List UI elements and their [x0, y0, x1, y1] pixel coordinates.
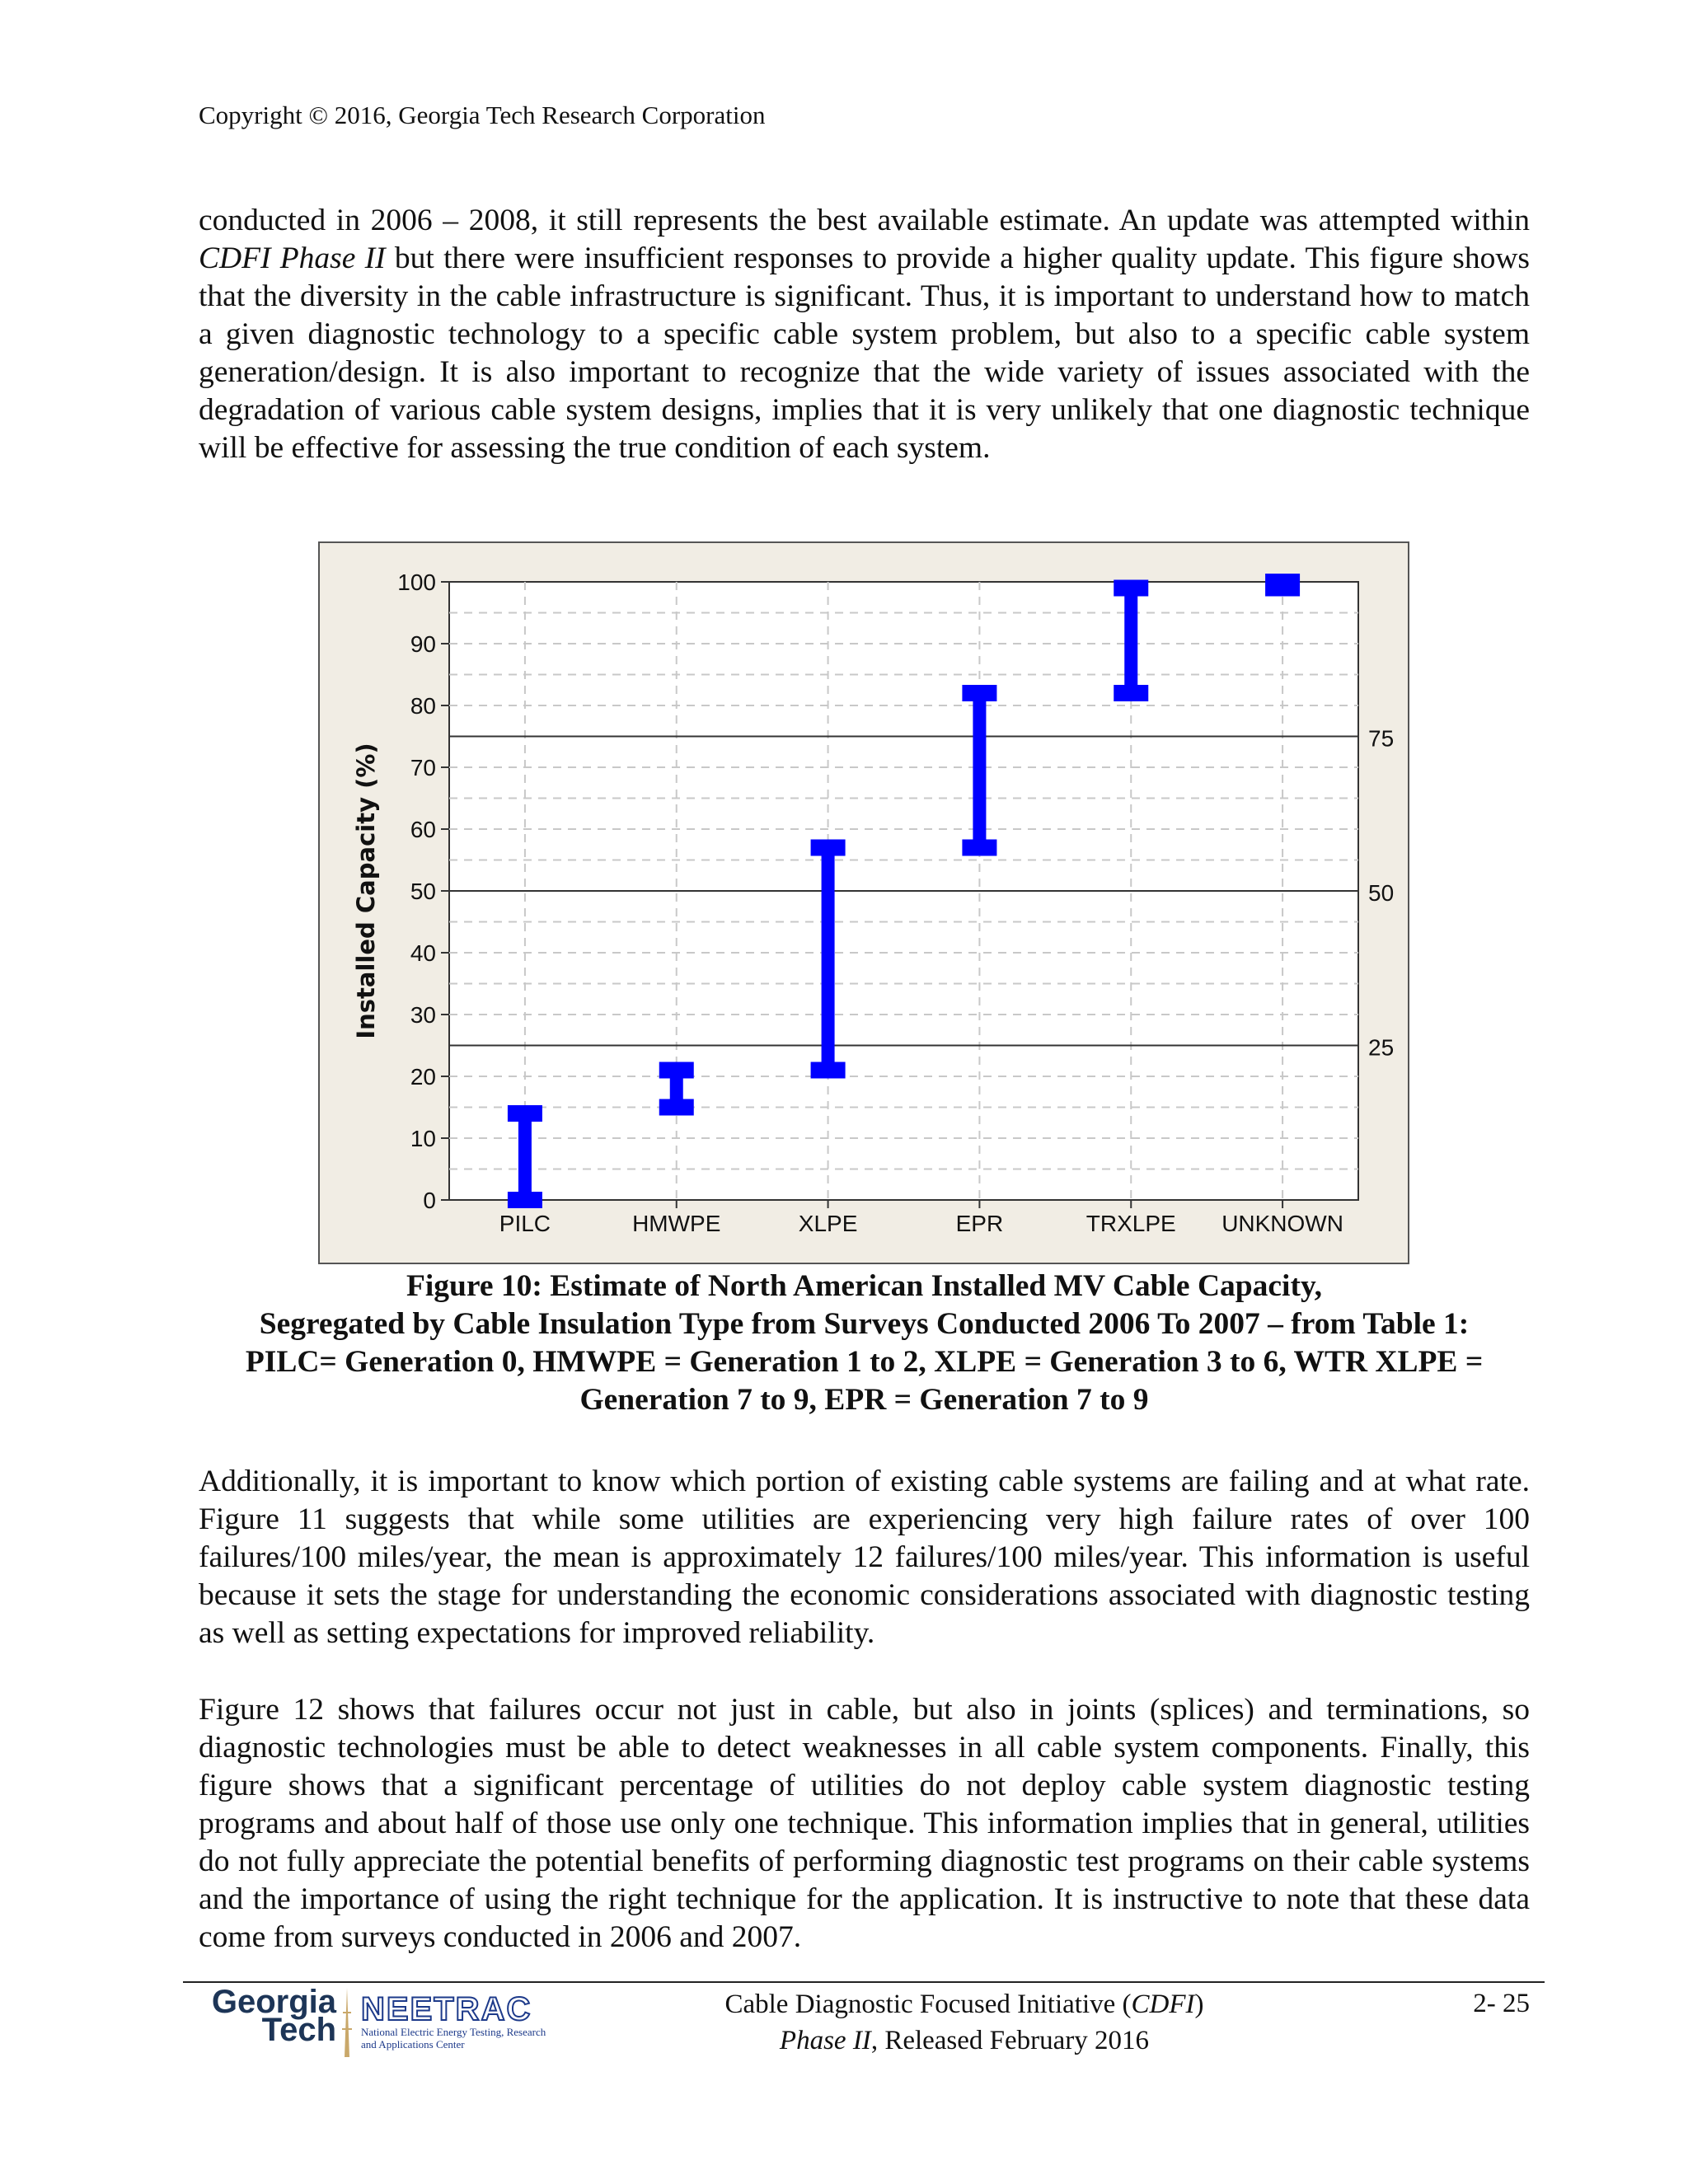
range-chart — [320, 543, 1411, 1266]
logo-tech-text: Tech — [261, 2012, 336, 2048]
x-tick-label-epr: EPR — [955, 1211, 1004, 1236]
paragraph-intro-part2: but there were insufficient responses to provide a higher quality update. This figure shows that the diversity in the cable infrastructure is significant. Thus, it is important to understand how to match a given diagnostic technology to a specific cable system problem, but also to a specific cable system generation/design. It is also important to recognize that the wide variety of issues associated with the degradation of various cable system designs, implies that it is very unlikely that one diagnostic technique will be effective for assessing the true condition of each system. — [199, 241, 1530, 465]
reference-label-75: 75 — [1368, 725, 1395, 752]
y-tick-label: 70 — [410, 755, 436, 780]
range-stem — [822, 840, 835, 1079]
range-stem — [518, 1105, 532, 1208]
y-tick-label: 0 — [423, 1188, 436, 1213]
range-stem — [1124, 580, 1137, 702]
neetrac-subtitle-2: and Applications Center — [361, 2038, 465, 2050]
y-tick-label: 50 — [410, 879, 436, 904]
reference-label-50: 50 — [1368, 880, 1395, 906]
range-stem — [973, 685, 986, 856]
footer-line-1-em: CDFI — [1131, 1990, 1195, 2019]
x-tick-label-pilc: PILC — [499, 1211, 551, 1236]
georgia-tech-logo — [196, 1984, 336, 2048]
x-tick-label-unknown: UNKNOWN — [1221, 1211, 1343, 1236]
reference-label-25: 25 — [1368, 1034, 1395, 1061]
footer-line-2b: , Released February 2016 — [870, 2026, 1150, 2055]
page-number: 2- 25 — [1473, 1989, 1530, 2018]
caption-line-1: Figure 10: Estimate of North American Installed MV Cable Capacity, — [406, 1269, 1322, 1303]
y-tick-label: 60 — [410, 817, 436, 842]
range-box — [1265, 574, 1300, 597]
range-bar-unknown — [1265, 574, 1300, 597]
footer-divider — [183, 1981, 1545, 1983]
y-tick-label: 10 — [410, 1126, 436, 1151]
paragraph-intro-emphasis: CDFI Phase II — [199, 241, 386, 275]
caption-line-4: Generation 7 to 9, EPR = Generation 7 to 9 — [579, 1383, 1149, 1417]
neetrac-wordmark: NEETRAC — [361, 1991, 532, 2027]
copyright-header: Copyright © 2016, Georgia Tech Research Corporation — [199, 101, 766, 129]
footer-line-2-em: Phase II — [779, 2026, 871, 2055]
chart-figure-10 — [318, 541, 1409, 1264]
paragraph-intro-part1: conducted in 2006 – 2008, it still represents the best available estimate. An update was attempted within — [199, 204, 1530, 237]
neetrac-subtitle-1: National Electric Energy Testing, Research — [361, 2026, 546, 2038]
paragraph-intro — [199, 202, 1530, 467]
y-tick-label: 80 — [410, 693, 436, 719]
caption-line-2: Segregated by Cable Insulation Type from Surveys Conducted 2006 To 2007 – from Table 1: — [259, 1307, 1470, 1341]
x-tick-label-hmwpe: HMWPE — [632, 1211, 721, 1236]
y-tick-label: 40 — [410, 940, 436, 966]
y-tick-label: 20 — [410, 1064, 436, 1090]
x-tick-label-xlpe: XLPE — [798, 1211, 858, 1236]
y-axis-ticks — [397, 569, 449, 1213]
paragraph-components: Figure 12 shows that failures occur not just in cable, but also in joints (splices) and terminations, so diagnostic technologies must be able to detect weaknesses in all cable system components. Finally, this figure shows that a significant percentage of utilities do not deploy cable system diagnostic testing programs and about half of those use only one technique. This information implies that in general, utilities do not fully appreciate the potential benefits of performing diagnostic test programs on their cable systems and the importance of using the right technique for the application. It is instructive to note that these data come from surveys conducted in 2006 and 2007. — [199, 1693, 1530, 1954]
neetrac-logo — [361, 1993, 559, 2059]
range-stem — [670, 1062, 683, 1116]
logo-georgia-text: Georgia — [211, 1984, 336, 2020]
footer-line-1 — [626, 1986, 1302, 2022]
figure-caption — [199, 1268, 1530, 1419]
x-tick-label-trxlpe: TRXLPE — [1085, 1211, 1176, 1236]
y-tick-label: 90 — [410, 631, 436, 657]
footer-line-2 — [626, 2022, 1302, 2059]
y-tick-label: 100 — [397, 569, 436, 595]
caption-line-3: PILC= Generation 0, HMWPE = Generation 1 to 2, XLPE = Generation 3 to 6, WTR XLPE = — [245, 1345, 1484, 1379]
footer-line-1b: ) — [1194, 1990, 1204, 2019]
footer-title — [626, 1986, 1302, 2059]
x-axis-ticks — [499, 1200, 1343, 1236]
y-axis-title: Installed Capacity (%) — [352, 743, 380, 1039]
y-tick-label: 30 — [410, 1002, 436, 1028]
footer-line-1a: Cable Diagnostic Focused Initiative ( — [724, 1990, 1132, 2019]
tower-icon — [341, 1988, 353, 2057]
paragraph-failure-rates: Additionally, it is important to know which portion of existing cable systems are failing and at what rate. Figure 11 suggests that while some utilities are experiencing very high failure rates of over 100 failures/100 miles/year, the mean is approximately 12 failures/100 miles/year. This information is useful because it sets the stage for understanding the economic considerations associated with diagnostic testing as well as setting expectations for improved reliability. — [199, 1465, 1530, 1650]
